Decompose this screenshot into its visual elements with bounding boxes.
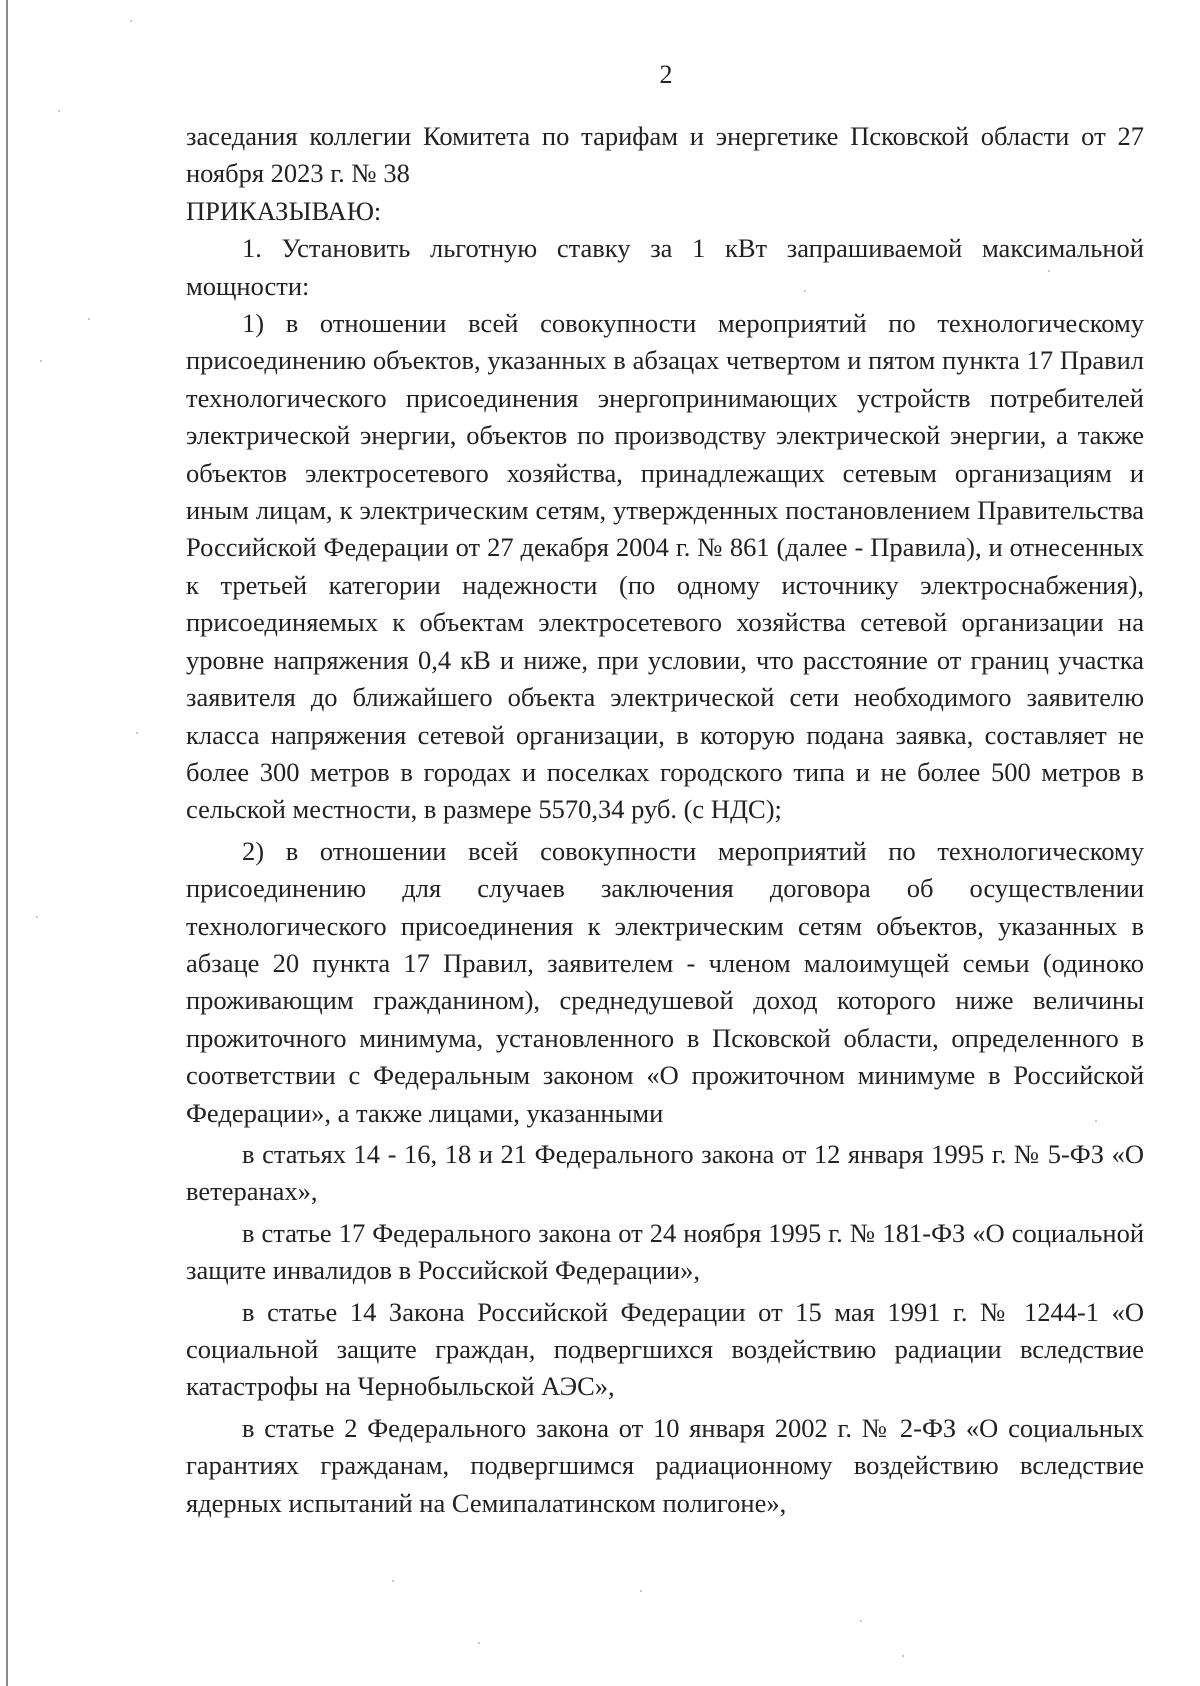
scan-speck [640, 1590, 642, 1592]
scan-speck [40, 360, 42, 362]
page-number: 2 [659, 60, 673, 89]
scan-speck [58, 110, 60, 112]
paragraph-law-disabled: в статье 17 Федерального закона от 24 ноября 1995 г. № 181-ФЗ «О социальной защите инвалидов в Российской Федерации», [186, 1217, 1144, 1286]
scan-speck [130, 20, 132, 22]
scan-edge-line [6, 0, 8, 1686]
scan-speck [36, 916, 38, 918]
scan-speck [860, 1620, 862, 1622]
paragraph-subitem-2: 2) в отношении всей совокупности мероприятий по технологическому присоединению для случаев заключения договора об осуществлении технологического присоединения к электрическим сетям объектов, указанных в абзаце 20 пункта 17 Правил, заявителем - членом малоимущей семьи (одиноко проживающим гражданином), среднедушевой доход которого ниже величины прожиточного минимума, установленного в Псковской области, определенного в соответствии с Федеральным законом «О прожиточном минимуме в Российской Федерации», а также лицами, указанными [186, 835, 1144, 1128]
scan-speck [902, 1655, 904, 1657]
paragraph-law-semipalatinsk: в статье 2 Федерального закона от 10 января 2002 г. № 2-ФЗ «О социальных гарантиях гражданам, подвергшимся радиационному воздействию вследствие ядерных испытаний на Семипалатинском полигоне», [186, 1412, 1144, 1518]
paragraph-subitem-1: 1) в отношении всей совокупности мероприятий по технологическому присоединению объектов, указанных в абзацах четвертом и пятом пункта 17 Правил технологического присоединения энергопринимающих устройств потребителей электрической энергии, объектов по производству электрической энергии, а также объектов электросетевого хозяйства, принадлежащих сетевым организациям и иным лицам, к электрическим сетям, утвержденных постановлением Правительства Российской Федерации от 27 декабря 2004 г. № 861 (далее - Правила), и отнесенных к третьей категории надежности (по одному источнику электроснабжения), присоединяемых к объектам электросетевого хозяйства сетевой организации на уровне напряжения 0,4 кВ и ниже, при условии, что расстояние от границ участка заявителя до ближайшего объекта электрической сети необходимого заявителю класса напряжения сетевой организации, в которую подана заявка, составляет не более 300 метров в городах и поселках городского типа и не более 500 метров в сельской местности, в размере 5570,34 руб. (с НДС); [186, 308, 1144, 825]
order-heading: ПРИКАЗЫВАЮ: [186, 195, 382, 226]
scan-speck [88, 318, 90, 320]
scan-speck [478, 1642, 480, 1644]
scan-speck [136, 732, 138, 734]
paragraph-item-1: 1. Установить льготную ставку за 1 кВт запрашиваемой максимальной мощности: [186, 233, 1144, 301]
scan-speck [392, 1580, 394, 1582]
paragraph-law-chernobyl: в статье 14 Закона Российской Федерации от 15 мая 1991 г. № 1244-1 «О социальной защите граждан, подвергшихся воздействию радиации вследствие катастрофы на Чернобыльской АЭС», [186, 1296, 1144, 1402]
paragraph-law-veterans: в статьях 14 - 16, 18 и 21 Федерального закона от 12 января 1995 г. № 5-ФЗ «О ветеранах», [186, 1138, 1144, 1207]
document-body [186, 118, 1144, 1522]
paragraph-preamble: заседания коллегии Комитета по тарифам и энергетике Псковской области от 27 ноября 2023 г. № 38 [186, 121, 1144, 189]
